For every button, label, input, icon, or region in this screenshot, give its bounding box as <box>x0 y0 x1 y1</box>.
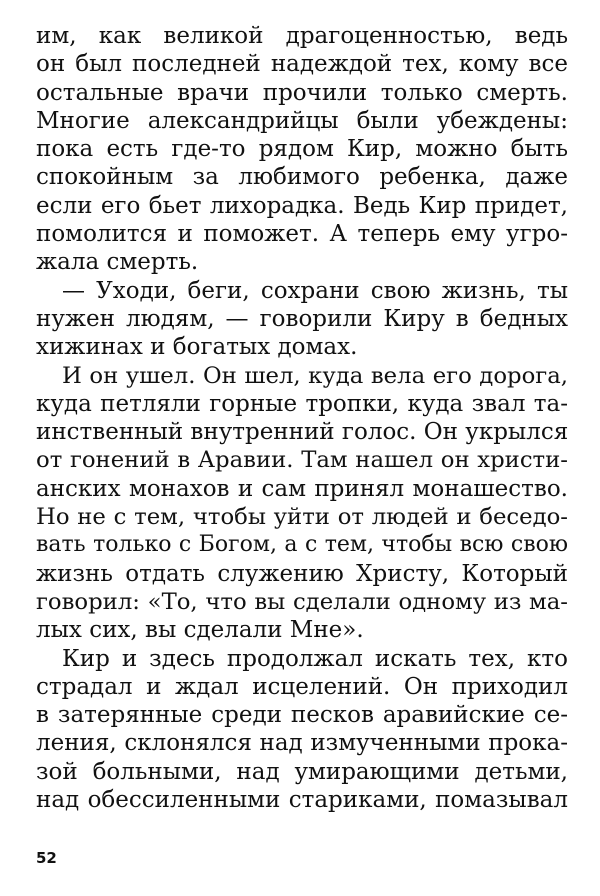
text-line: Но не с тем, чтобы уйти от людей и беседо- <box>36 504 568 531</box>
text-line: зой больными, над умирающими детьми, <box>36 758 568 785</box>
page-number: 52 <box>36 849 57 867</box>
text-line: жала смерть. <box>36 249 199 276</box>
text-line: им, как великой драгоценностью, ведь <box>36 23 568 49</box>
text-line: нужен людям, — говорили Киру в бедных <box>36 305 568 332</box>
text-line: ления, склонялся над измученными прока- <box>36 730 568 757</box>
text-line: говорил: «То, что вы сделали одному из ма- <box>36 588 568 615</box>
text-line: И он ушел. Он шел, куда вела его дорога, <box>62 362 568 389</box>
text-line: спокойным за любимого ребенка, даже <box>36 164 568 191</box>
text-line: лых сих, вы сделали Мне». <box>36 617 364 644</box>
text-line: помолится и поможет. А теперь ему угро- <box>36 221 568 248</box>
text-line: страдал и ждал исцелений. Он приходил <box>36 673 568 700</box>
text-line: пока есть где-то рядом Кир, можно быть <box>36 136 568 163</box>
text-line: Кир и здесь продолжал искать тех, кто <box>62 645 568 672</box>
text-line: куда петляли горные тропки, куда звал та- <box>36 390 568 417</box>
text-line: инственный внутренний голос. Он укрылся <box>36 419 569 446</box>
text-line: над обессиленными стариками, помазывал <box>36 787 568 814</box>
body-text <box>36 22 568 814</box>
text-line: анских монахов и сам принял монашество. <box>36 475 568 502</box>
text-line: остальные врачи прочили только смерть. <box>36 79 568 106</box>
text-line: если его бьет лихорадка. Ведь Кир придет, <box>36 192 568 219</box>
text-line: Многие александрийцы были убеждены: <box>36 107 568 134</box>
text-line: он был последней надеждой тех, кому все <box>36 51 568 78</box>
text-line: жизнь отдать служению Христу, Который <box>36 560 568 587</box>
text-line: — Уходи, беги, сохрани свою жизнь, ты <box>62 277 568 304</box>
text-line: хижинах и богатых домах. <box>36 334 358 361</box>
text-line: в затерянные среди песков аравийские се- <box>36 702 568 729</box>
text-line: от гонений в Аравии. Там нашел он христи- <box>36 447 568 474</box>
text-line: вать только с Богом, а с тем, чтобы всю свою <box>36 532 568 558</box>
